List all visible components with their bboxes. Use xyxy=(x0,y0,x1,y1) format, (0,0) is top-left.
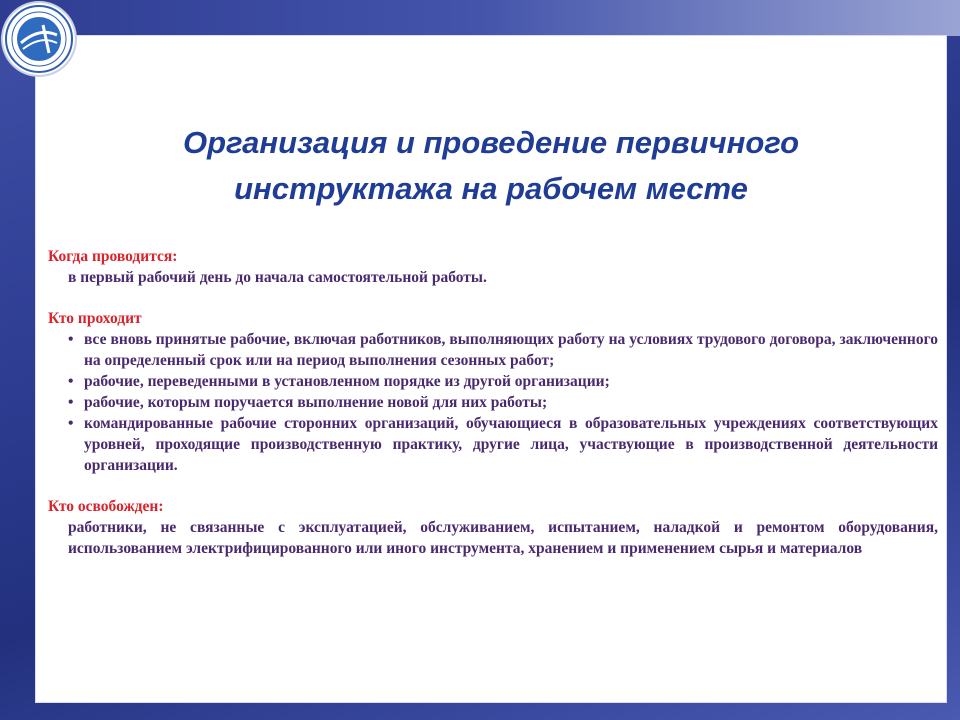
emblem-graphic xyxy=(3,3,75,75)
section-text-exempt: работники, не связанные с эксплуатацией, обслуживанием, испытанием, наладкой и ремонтом оборудования, использованием электрифицированного или иного инструмента, хранением и применением сырья и материалов xyxy=(68,519,938,557)
slide-title-line-1: Организация и проведение первичного xyxy=(182,125,800,160)
list-item: • командированные рабочие сторонних организаций, обучающиеся в образовательных учреждениях соответствующих уровней, проходящие производственную практику, другие лица, участвующие в производственной деятельности организации. xyxy=(48,413,938,476)
section-when xyxy=(48,246,938,288)
slide-content-panel xyxy=(36,36,946,702)
list-item: • рабочие, переведенными в установленном порядке из другой организации; xyxy=(48,371,938,392)
slide-title xyxy=(36,120,946,212)
top-frame-band xyxy=(0,0,960,36)
section-heading-exempt: Кто освобожден: xyxy=(48,498,164,515)
bullet-list-who xyxy=(48,329,938,476)
list-item: • рабочие, которым поручается выполнение новой для них работы; xyxy=(48,392,938,413)
section-heading-when: Когда проводится: xyxy=(48,248,178,265)
list-item: • все вновь принятые рабочие, включая работников, выполняющих работу на условиях трудового договора, заключенного на определенный срок или на период выполнения сезонных работ; xyxy=(48,329,938,371)
section-text-when: в первый рабочий день до начала самостоятельной работы. xyxy=(68,269,487,286)
section-heading-who: Кто проходит xyxy=(48,310,142,327)
section-exempt xyxy=(48,496,938,559)
section-who xyxy=(48,308,938,476)
slide-title-line-2: инструктажа на рабочем месте xyxy=(234,171,748,206)
slide-body xyxy=(48,246,938,579)
company-emblem-icon xyxy=(3,3,75,75)
